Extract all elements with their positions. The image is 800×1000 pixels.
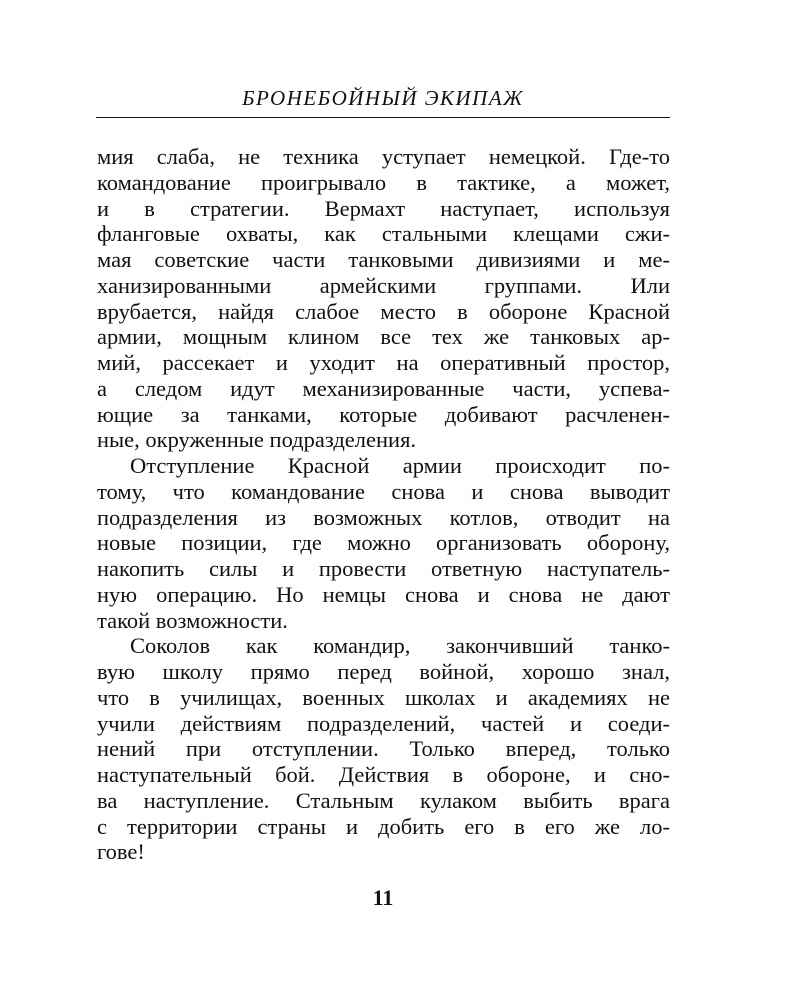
paragraph — [97, 144, 670, 453]
text-line: и в стратегии. Вермахт наступает, используя — [97, 195, 670, 221]
text-line: учили действиям подразделений, частей и соеди- — [97, 710, 670, 736]
text-line: командование проигрывало в тактике, а может, — [97, 169, 670, 195]
text-line: ющие за танками, которые добивают расчленен- — [97, 401, 670, 427]
text-line: мая советские части танковыми дивизиями и ме- — [97, 247, 670, 272]
text-line: тому, что командование снова и снова выводит — [97, 478, 670, 504]
running-head-title: БРОНЕБОЙНЫЙ ЭКИПАЖ — [242, 86, 524, 110]
text-line: наступательный бой. Действия в обороне, и сно- — [97, 762, 670, 787]
text-line: нений при отступлении. Только вперед, только — [97, 736, 670, 762]
body-text — [97, 144, 670, 865]
paragraph — [97, 633, 670, 865]
header-rule — [96, 117, 670, 118]
text-line: новые позиции, где можно организовать оборону, — [97, 530, 670, 556]
text-line: мия слаба, не техника уступает немецкой. Где-то — [97, 144, 670, 169]
page-number: 11 — [372, 885, 394, 910]
text-line: мий, рассекает и уходит на оперативный простор, — [97, 350, 670, 375]
text-line: ные, окруженные подразделения. — [97, 427, 417, 453]
text-line: такой возможности. — [97, 607, 288, 633]
text-line: фланговые охваты, как стальными клещами сжи- — [97, 221, 670, 247]
text-line: вую школу прямо перед войной, хорошо знал, — [97, 659, 670, 684]
text-line: Соколов как командир, закончивший танко- — [130, 633, 670, 659]
text-line: подразделения из возможных котлов, отводит на — [97, 504, 670, 530]
text-line: ханизированными армейскими группами. Или — [97, 272, 670, 298]
text-line: с территории страны и добить его в его же ло- — [97, 813, 670, 839]
text-line: что в училищах, военных школах и академиях не — [97, 684, 670, 710]
paragraph — [97, 453, 670, 633]
text-line: гове! — [97, 839, 145, 865]
text-line: врубается, найдя слабое место в обороне Красной — [97, 298, 670, 324]
text-line: ва наступление. Стальным кулаком выбить врага — [97, 787, 670, 813]
text-line: накопить силы и провести ответную наступатель- — [97, 556, 670, 581]
text-line: армии, мощным клином все тех же танковых ар- — [97, 324, 670, 350]
text-line: Отступление Красной армии происходит по- — [130, 453, 670, 478]
text-line: а следом идут механизированные части, успева- — [97, 375, 670, 401]
text-line: ную операцию. Но немцы снова и снова не дают — [97, 581, 670, 607]
